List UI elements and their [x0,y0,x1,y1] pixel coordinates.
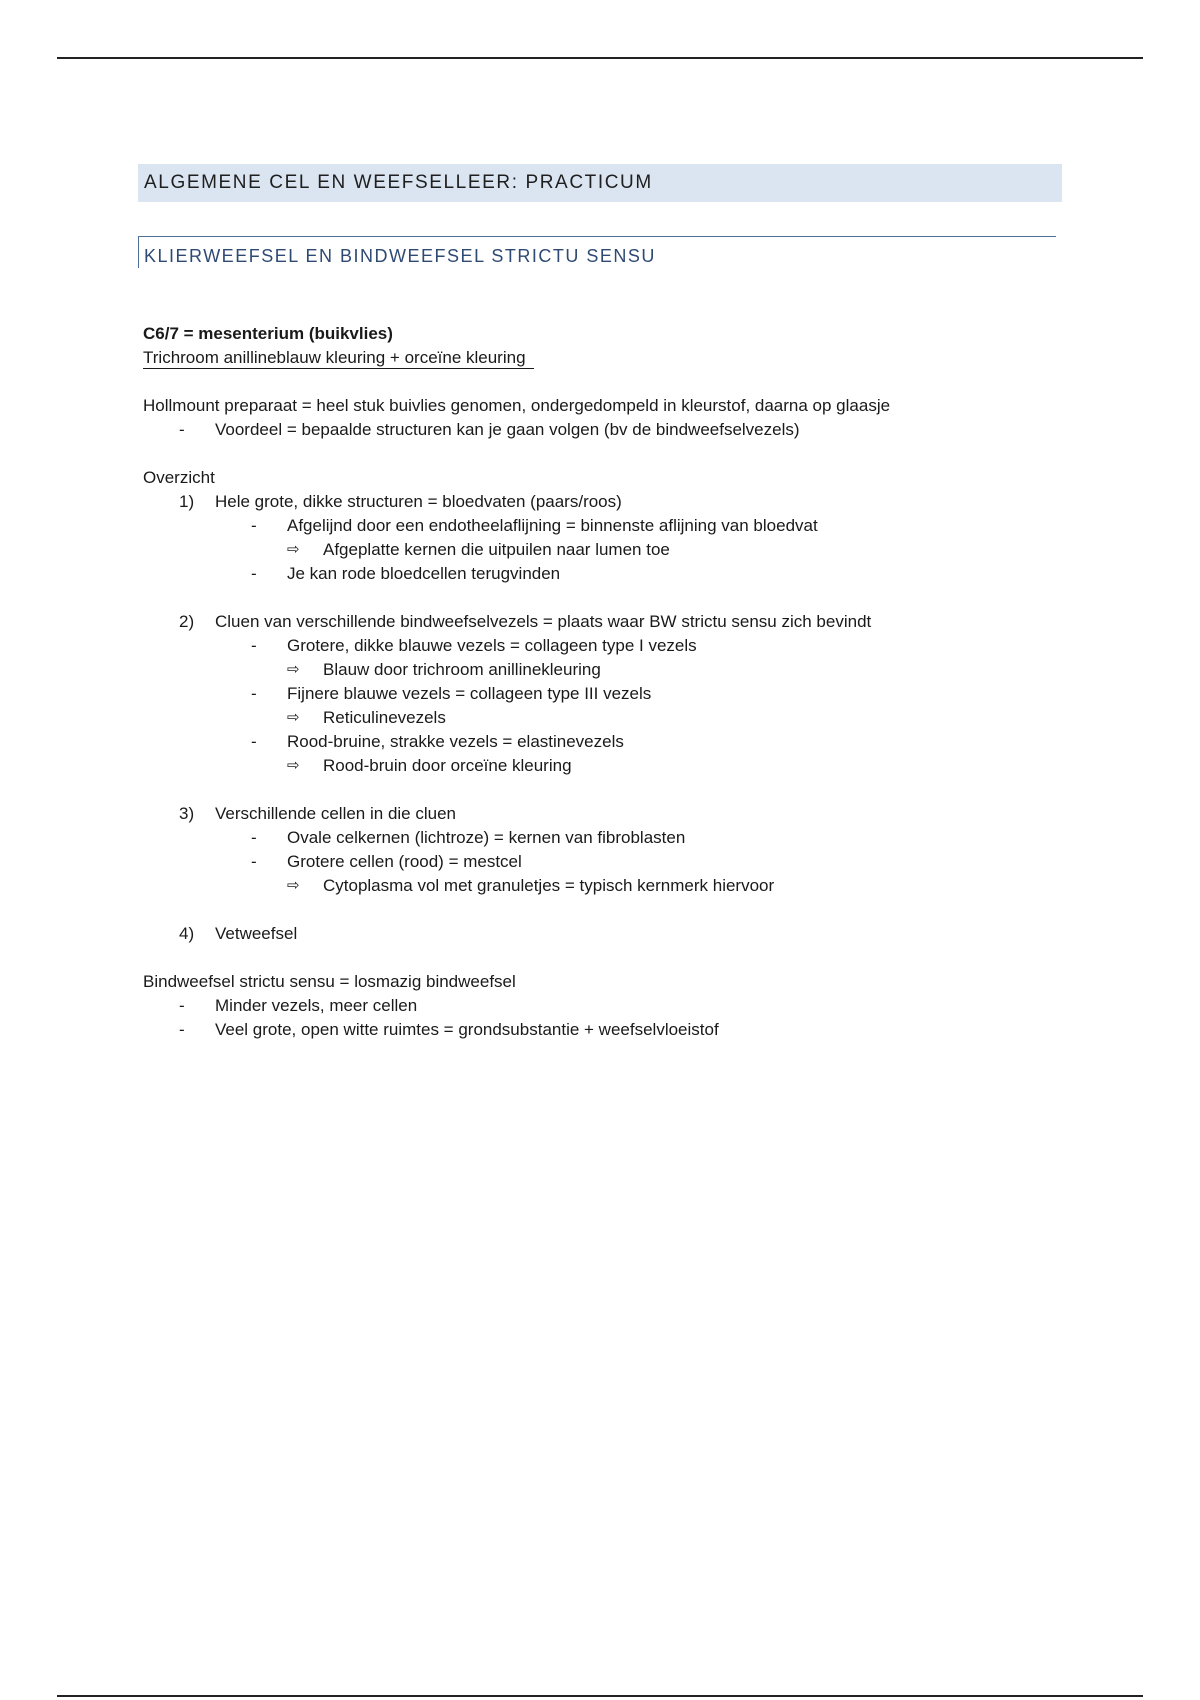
staining-line: Trichroom anillineblauw kleuring + orceïne kleuring [143,348,534,369]
dash-bullet: - [251,684,257,703]
list-item: - Je kan rode bloedcellen terugvinden [143,562,1043,586]
list-item: ⇨ Reticulinevezels [143,706,1043,730]
arrow-icon: ⇨ [287,541,300,558]
hollmount-line: Hollmount preparaat = heel stuk buivlies genomen, ondergedompeld in kleurstof, daarna op glaasje [143,396,891,415]
dash-bullet: - [251,828,257,847]
list-item: - Grotere, dikke blauwe vezels = collageen type I vezels [143,634,1043,658]
dash-bullet: - [251,516,257,535]
list-item: - Voordeel = bepaalde structuren kan je gaan volgen (bv de bindweefselvezels) [143,418,1043,442]
list-item: ⇨ Rood-bruin door orceïne kleuring [143,754,1043,778]
numbered-item-2: 2) Cluen van verschillende bindweefselvezels = plaats waar BW strictu sensu zich bevindt [179,612,872,631]
list-item: ⇨ Blauw door trichroom anillinekleuring [143,658,1043,682]
dash-bullet: - [251,636,257,655]
list-item: - Veel grote, open witte ruimtes = grondsubstantie + weefselvloeistof [143,1018,1043,1042]
overview-label: Overzicht [143,468,215,487]
page-bottom-rule [57,1695,1143,1697]
dash-bullet: - [179,420,185,439]
dash-bullet: - [179,1020,185,1039]
document-body [143,322,1043,1042]
list-item: ⇨ Afgeplatte kernen die uitpuilen naar lumen toe [143,538,1043,562]
numbered-item-4: 4) Vetweefsel [179,924,298,943]
list-item: ⇨ Cytoplasma vol met granuletjes = typisch kernmerk hiervoor [143,874,1043,898]
document-title: ALGEMENE CEL EN WEEFSELLEER: PRACTICUM [138,164,1062,202]
list-item: - Grotere cellen (rood) = mestcel [143,850,1043,874]
arrow-icon: ⇨ [287,877,300,894]
dash-bullet: - [251,564,257,583]
list-item: - Afgelijnd door een endotheelaflijning = binnenste aflijning van bloedvat [143,514,1043,538]
numbered-item-1: 1) Hele grote, dikke structuren = bloedvaten (paars/roos) [179,492,622,511]
list-item: - Fijnere blauwe vezels = collageen type III vezels [143,682,1043,706]
arrow-icon: ⇨ [287,757,300,774]
dash-bullet: - [251,732,257,751]
section-subtitle: KLIERWEEFSEL EN BINDWEEFSEL STRICTU SENSU [138,236,1056,268]
arrow-icon: ⇨ [287,661,300,678]
page-top-rule [57,57,1143,59]
list-item: - Minder vezels, meer cellen [143,994,1043,1018]
bindweefsel-label: Bindweefsel strictu sensu = losmazig bindweefsel [143,972,516,991]
arrow-icon: ⇨ [287,709,300,726]
list-item: - Ovale celkernen (lichtroze) = kernen van fibroblasten [143,826,1043,850]
numbered-item-3: 3) Verschillende cellen in die cluen [179,804,456,823]
list-item: - Rood-bruine, strakke vezels = elastinevezels [143,730,1043,754]
dash-bullet: - [179,996,185,1015]
dash-bullet: - [251,852,257,871]
specimen-heading: C6/7 = mesenterium (buikvlies) [143,324,393,343]
